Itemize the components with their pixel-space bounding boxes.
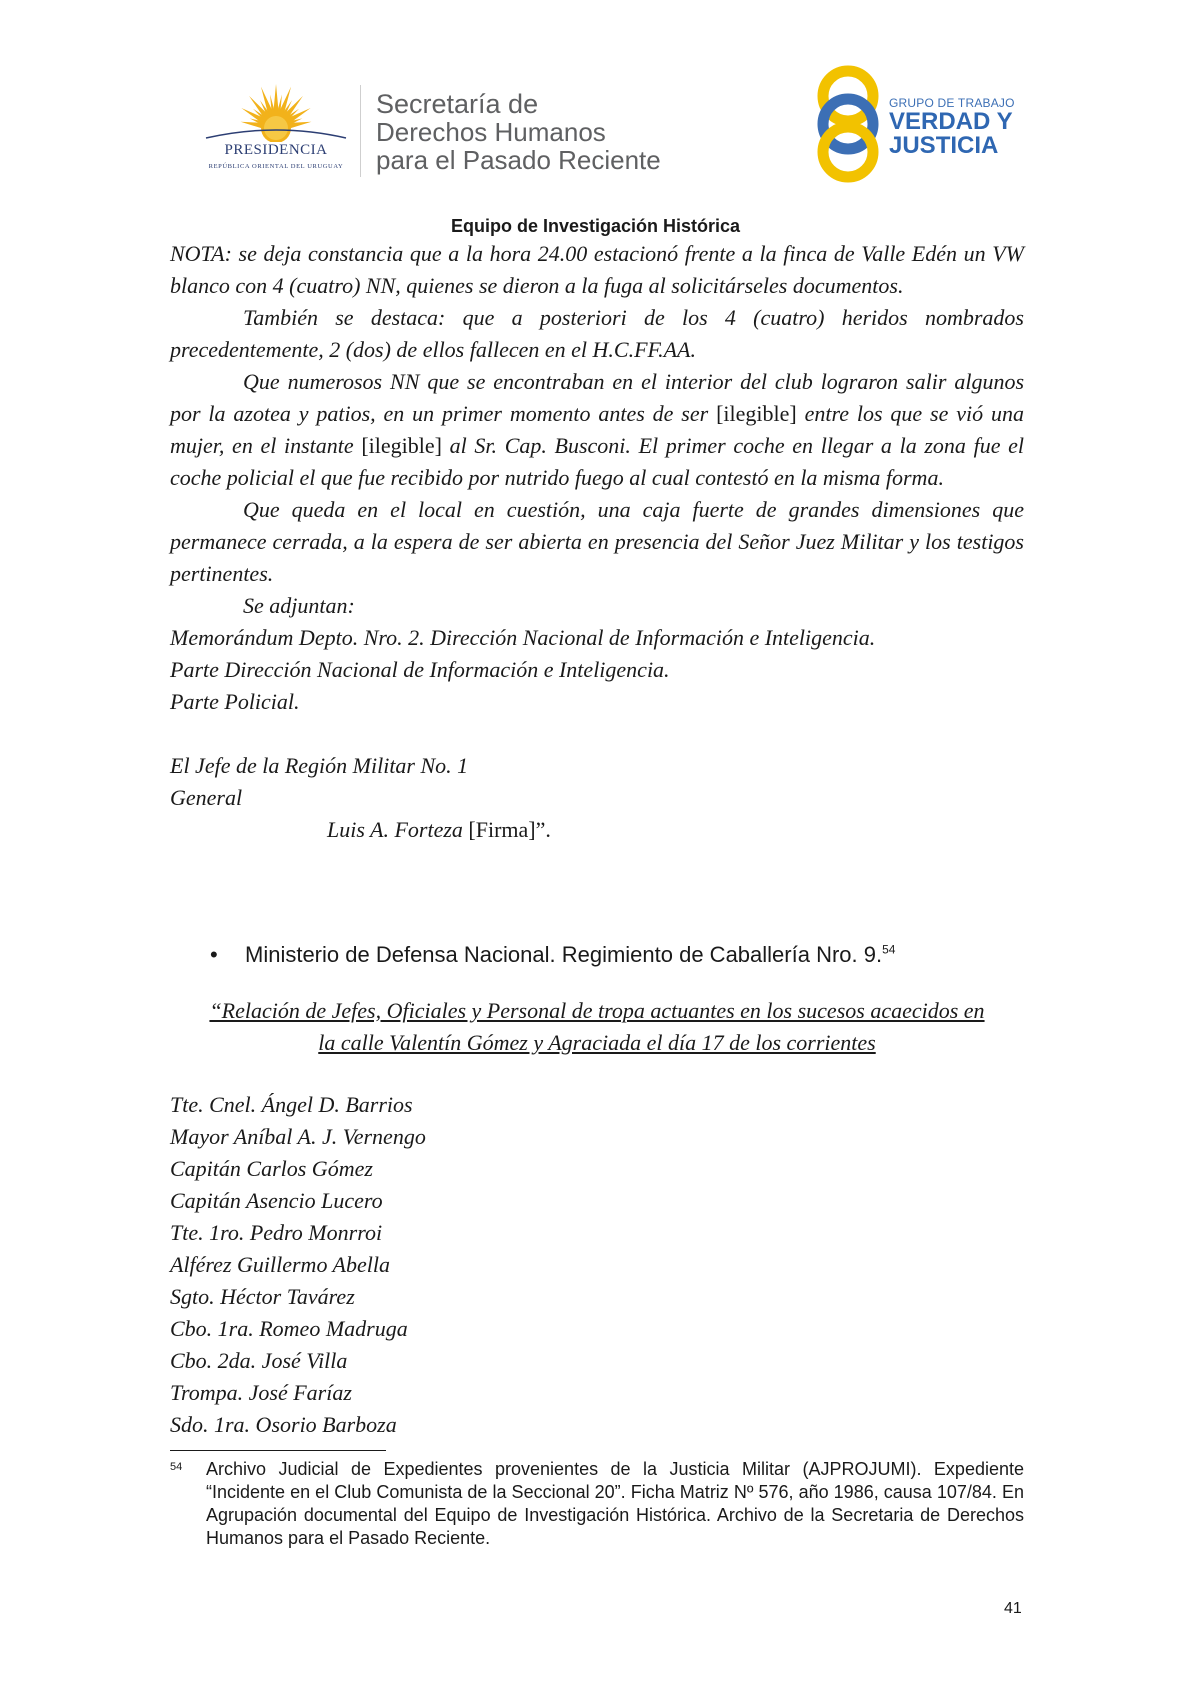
list-item: Capitán Carlos Gómez [170,1156,373,1181]
signature-name: Luis A. Forteza [327,817,469,842]
attachment-2: Parte Dirección Nacional de Información e Inteligencia. [170,657,670,682]
page-number: 41 [1004,1600,1022,1617]
bullet-icon: • [210,942,218,967]
spacer [170,718,1024,750]
adjuntan-line: Se adjuntan: [243,593,355,618]
vj-small-title: GRUPO DE TRABAJO [889,96,1015,110]
list-item: Cbo. 2da. José Villa [170,1348,348,1373]
rings-icon [810,62,886,187]
list-item: Capitán Asencio Lucero [170,1188,383,1213]
jefe-line: El Jefe de la Región Militar No. 1 [170,753,469,778]
list-item: Tte. Cnel. Ángel D. Barrios [170,1092,413,1117]
general-line: General [170,785,243,810]
footnote-rule [170,1450,386,1451]
attachment-3: Parte Policial. [170,689,300,714]
footnote-text: Archivo Judicial de Expedientes provenientes de la Justicia Militar (AJPROJUMI). Expediente “Incidente en el Club Comunista de la Seccional 20”. Ficha Matriz Nº 576, año 1986, causa 107/84. En Agrupación documental del Equipo de Investigación Histórica. Archivo de la Secretaria de Derechos Humanos para el Pasado Reciente. [206,1459,1024,1548]
team-title: Equipo de Investigación Histórica [450,216,741,236]
vj-title-line-2: JUSTICIA [889,132,999,159]
relation-line-2: la calle Valentín Gómez y Agraciada el día 17 de los corrientes [318,1030,876,1055]
tambien-paragraph: También se destaca: que a posteriori de los 4 (cuatro) heridos nombrados precedentemente, 2 (dos) de ellos fallecen en el H.C.FF.AA. [170,305,1024,362]
relation-line-1: “Relación de Jefes, Oficiales y Personal de tropa actuantes en los sucesos acaecidos en [209,998,985,1023]
footnote-number: 54 [170,1461,183,1473]
page-header [0,0,1191,200]
bullet-item [210,942,895,968]
body-text [170,238,1024,846]
que-paragraph-2: Que queda en el local en cuestión, una caja fuerte de grandes dimensiones que permanece cerrada, a la espera de ser abierta en presencia del Señor Juez Militar y los testigos pertinentes. [170,497,1024,586]
secretaria-logo-text [376,90,661,174]
illegible-mark-2: [ilegible] [361,433,442,458]
secretaria-line-3: para el Pasado Reciente [376,145,661,175]
list-item: Trompa. José Faríaz [170,1380,352,1405]
bullet-text: Ministerio de Defensa Nacional. Regimiento de Caballería Nro. 9. [245,942,883,967]
signature-line [170,814,1024,846]
personnel-list [170,1089,426,1441]
list-item: Sdo. 1ra. Osorio Barboza [170,1412,397,1437]
header-divider [360,85,361,177]
list-item: Tte. 1ro. Pedro Monrroi [170,1220,383,1245]
verdad-justicia-logo [810,62,1040,187]
list-item: Sgto. Héctor Tavárez [170,1284,355,1309]
presidencia-title: PRESIDENCIA [224,142,328,158]
secretaria-line-2: Derechos Humanos [376,117,606,147]
que1-part-b: entre los que se vió una mujer, en el instante [170,401,1025,458]
illegible-mark-1: [ilegible] [716,401,797,426]
presidencia-subtitle: REPÚBLICA ORIENTAL DEL URUGUAY [208,163,344,170]
list-item: Mayor Aníbal A. J. Vernengo [170,1124,426,1149]
nota-paragraph: NOTA: se deja constancia que a la hora 24.00 estacionó frente a la finca de Valle Edén un VW blanco con 4 (cuatro) NN, quienes se dieron a la fuga al solicitárseles documentos. [170,241,1024,298]
attachment-1: Memorándum Depto. Nro. 2. Dirección Nacional de Información e Inteligencia. [170,625,876,650]
list-item: Cbo. 1ra. Romeo Madruga [170,1316,408,1341]
que1-part-c: al Sr. Cap. Busconi. El primer coche en llegar a la zona fue el coche policial el que fue recibido por nutrido fuego al cual contestó en la misma forma. [170,433,1024,490]
signature-mark: [Firma]”. [468,817,551,842]
footnote-ref[interactable]: 54 [882,942,896,957]
vj-title-line-1: VERDAD Y [889,108,1013,135]
secretaria-line-1: Secretaría de [376,89,539,119]
relation-heading [170,995,1024,1059]
que-paragraph-1 [170,366,1024,494]
que1-part-a: Que numerosos NN que se encontraban en el interior del club lograron salir algunos por la azotea y patios, en un primer momento antes de ser [170,369,1024,426]
list-item: Alférez Guillermo Abella [170,1252,390,1277]
sun-icon [196,80,356,142]
footnote [170,1458,1024,1550]
presidencia-logo [196,80,356,180]
